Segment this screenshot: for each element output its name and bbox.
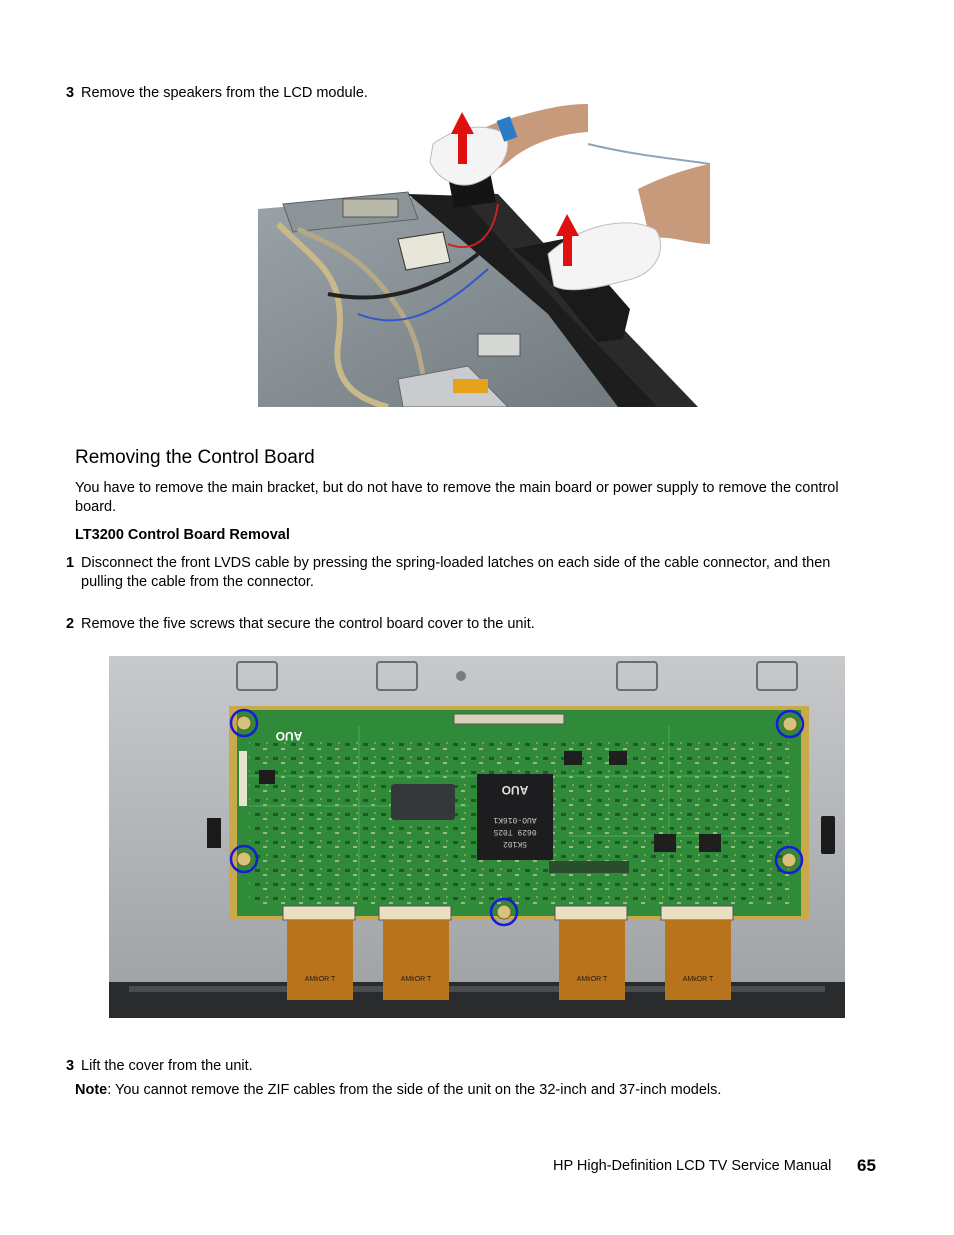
page-number: 65 bbox=[857, 1156, 876, 1175]
note-label: Note bbox=[75, 1082, 108, 1098]
step-text: Remove the speakers from the LCD module. bbox=[81, 85, 368, 101]
step-text: Remove the five screws that secure the control board cover to the unit. bbox=[81, 616, 535, 632]
step-number: 1 bbox=[66, 555, 75, 571]
step-text: Disconnect the front LVDS cable by pressing the spring-loaded latches on each side of the cable connector, and then pulling the cable from the connector. bbox=[81, 555, 831, 590]
zif-cable-1 bbox=[283, 906, 355, 1000]
note bbox=[75, 1081, 721, 1100]
section-intro: You have to remove the main bracket, but do not have to remove the main board or power supply to remove the control board. bbox=[75, 480, 839, 515]
step-2 bbox=[66, 615, 866, 634]
step-text: Lift the cover from the unit. bbox=[81, 1058, 253, 1074]
chip-line-2: 0629 T025 bbox=[493, 827, 537, 836]
step-1 bbox=[66, 554, 866, 592]
chip-brand: AUO bbox=[501, 783, 529, 797]
flex-label: AMkOR T bbox=[682, 976, 714, 983]
control-board-photo bbox=[109, 656, 845, 1018]
step-remove-speakers bbox=[66, 84, 368, 103]
flex-label: AMkOR T bbox=[400, 976, 432, 983]
section-title: Removing the Control Board bbox=[75, 447, 315, 468]
note-text: : You cannot remove the ZIF cables from the side of the unit on the 32-inch and 37-inch models. bbox=[107, 1082, 722, 1098]
flex-label: AMkOR T bbox=[304, 976, 336, 983]
speakers-removal-photo bbox=[258, 104, 710, 407]
zif-cable-4 bbox=[661, 906, 733, 1000]
procedure-subtitle: LT3200 Control Board Removal bbox=[75, 527, 290, 543]
flex-label: AMkOR T bbox=[576, 976, 608, 983]
board-logo: AUO bbox=[275, 729, 303, 743]
step-number: 3 bbox=[66, 1058, 75, 1074]
step-3 bbox=[66, 1057, 253, 1076]
zif-cable-3 bbox=[555, 906, 627, 1000]
footer-title: HP High-Definition LCD TV Service Manual bbox=[553, 1158, 832, 1174]
chip-line-1: AUO-016K1 bbox=[493, 815, 537, 824]
zif-cable-2 bbox=[379, 906, 451, 1000]
chip-line-3: 5K102 bbox=[502, 839, 528, 848]
step-number: 2 bbox=[66, 616, 75, 632]
step-number: 3 bbox=[66, 85, 75, 101]
